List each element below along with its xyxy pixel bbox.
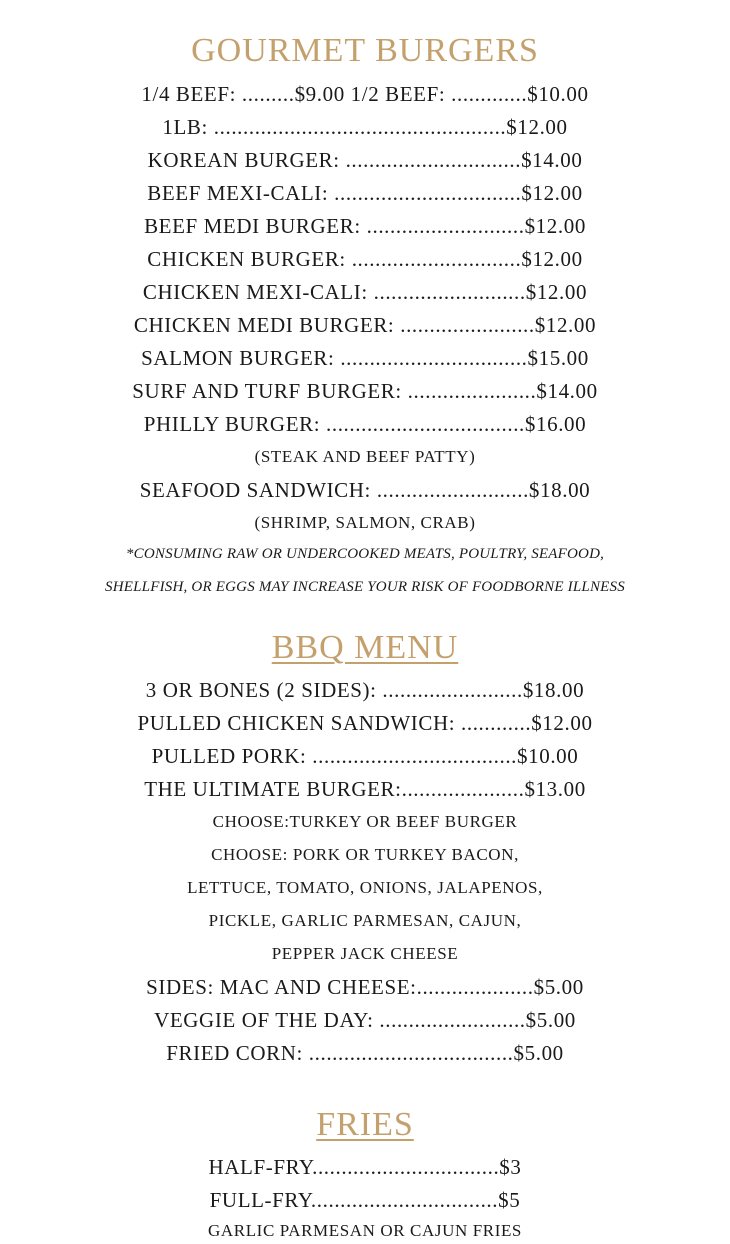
seafood-note: (SHRIMP, SALMON, CRAB) bbox=[254, 513, 476, 532]
fries-title: FRIES bbox=[316, 1106, 414, 1143]
menu-item: BEEF MEXI-CALI: ................................$12.00 bbox=[147, 181, 583, 205]
menu-item: 1/4 BEEF: .........$9.00 1/2 BEEF: .............$10.00 bbox=[141, 82, 589, 106]
cut-off-heading bbox=[0, 0, 730, 1]
menu-item: SURF AND TURF BURGER: ......................$14.00 bbox=[132, 379, 598, 403]
burger-option: CHOOSE: PORK OR TURKEY BACON, bbox=[211, 845, 519, 864]
menu-item: GARLIC PARMESAN OR CAJUN FRIES bbox=[208, 1221, 522, 1240]
menu-item: SALMON BURGER: ................................$15.00 bbox=[141, 346, 589, 370]
menu-item: CHICKEN BURGER: .............................$12.00 bbox=[147, 247, 583, 271]
gourmet-burgers-title: GOURMET BURGERS bbox=[191, 32, 539, 69]
menu-item: PULLED PORK: ...................................$10.00 bbox=[151, 744, 579, 768]
burger-option: PICKLE, GARLIC PARMESAN, CAJUN, bbox=[208, 911, 522, 930]
health-warning-line1: *CONSUMING RAW OR UNDERCOOKED MEATS, POULTRY, SEAFOOD, bbox=[125, 546, 605, 562]
menu-item: SEAFOOD SANDWICH: ..........................$18.00 bbox=[139, 478, 591, 502]
menu-item: KOREAN BURGER: ..............................$14.00 bbox=[147, 148, 583, 172]
burger-option: PEPPER JACK CHEESE bbox=[271, 944, 459, 963]
menu-item: CHICKEN MEXI-CALI: ..........................$12.00 bbox=[142, 280, 588, 304]
burger-option: CHOOSE:TURKEY OR BEEF BURGER bbox=[212, 812, 518, 831]
menu-item: 3 OR BONES (2 SIDES): ........................$18.00 bbox=[145, 678, 585, 702]
menu-item: FULL-FRY................................$5 bbox=[209, 1188, 521, 1212]
side-item: FRIED CORN: ...................................$5.00 bbox=[166, 1041, 564, 1065]
bbq-menu-title: BBQ MENU bbox=[271, 629, 459, 666]
menu-item: BEEF MEDI BURGER: ...........................$12.00 bbox=[144, 214, 586, 238]
philly-note: (STEAK AND BEEF PATTY) bbox=[254, 447, 476, 466]
side-item: VEGGIE OF THE DAY: .........................$5.00 bbox=[154, 1008, 576, 1032]
menu-item: HALF-FRY................................$3 bbox=[208, 1155, 522, 1179]
health-warning-line2: SHELLFISH, OR EGGS MAY INCREASE YOUR RISK OF FOODBORNE ILLNESS bbox=[105, 579, 625, 595]
menu-item: CHICKEN MEDI BURGER: .......................$12.00 bbox=[133, 313, 597, 337]
menu-item: PHILLY BURGER: ..................................$16.00 bbox=[143, 412, 587, 436]
menu-item: THE ULTIMATE BURGER:.....................$13.00 bbox=[144, 777, 586, 801]
burger-option: LETTUCE, TOMATO, ONIONS, JALAPENOS, bbox=[187, 878, 543, 897]
menu-item: 1LB: ..................................................$12.00 bbox=[162, 115, 568, 139]
menu-item: PULLED CHICKEN SANDWICH: ............$12.00 bbox=[137, 711, 593, 735]
side-item: SIDES: MAC AND CHEESE:....................$5.00 bbox=[146, 975, 584, 999]
